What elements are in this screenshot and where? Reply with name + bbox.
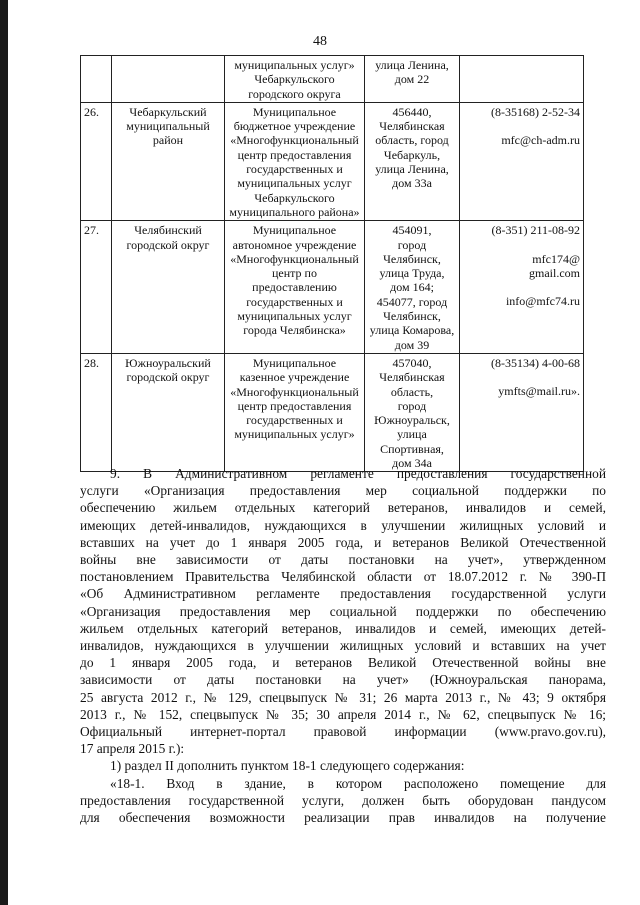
- org-line: муниципальных услуг»: [234, 58, 355, 72]
- text-line: 9. В Административном регламенте предоставления государственной: [110, 466, 606, 481]
- name-line: городской округ: [126, 237, 210, 252]
- address-line: область, город: [375, 133, 449, 148]
- item-18-1: [80, 775, 606, 827]
- cell-contacts: [460, 353, 584, 471]
- cell-org: [225, 56, 365, 103]
- line-gap: [463, 119, 580, 133]
- org-line: Муниципальное: [252, 355, 337, 370]
- text-line: предоставления государственной услуги, должен быть оборудован пандусом: [80, 792, 606, 808]
- text-line: войны вне зависимости от даты постановки на учет», утвержденном: [80, 552, 606, 568]
- cell-name: [112, 353, 225, 471]
- address-line: область,: [390, 384, 434, 399]
- name-line: городской округ: [126, 370, 210, 385]
- cell-num: 28.: [81, 353, 112, 471]
- contact-line: mfc174@: [532, 251, 580, 266]
- body-text: [80, 465, 606, 826]
- address-line: Чебаркуль,: [383, 147, 441, 162]
- name-line: Чебаркульский: [129, 104, 207, 119]
- address-line: дом 22: [394, 72, 430, 87]
- org-line: бюджетное учреждение: [233, 119, 356, 134]
- cell-contacts: [460, 56, 584, 103]
- cell-address: [365, 56, 460, 103]
- org-line: «Многофункциональный: [230, 133, 359, 148]
- line-gap: [463, 370, 580, 384]
- text-line: 25 августа 2012 г., № 129, спецвыпуск № 31; 26 марта 2013 г., № 43; 9 октября: [80, 689, 606, 705]
- address-line: дом 164;: [390, 280, 434, 295]
- text-line: постановлением Правительства Челябинской области от 18.07.2012 г. № 390-П: [80, 569, 606, 585]
- text-line: «Организация предоставления мер социальной поддержки по обеспечению: [80, 603, 606, 619]
- contact-line: (8-351) 211-08-92: [491, 223, 580, 238]
- address-line: улица Ленина,: [375, 162, 449, 177]
- text-line: 17 апреля 2015 г.):: [80, 741, 185, 757]
- org-line: центр предоставления: [237, 147, 352, 162]
- address-line: дом 39: [394, 337, 430, 352]
- org-line: государственных и: [246, 294, 343, 309]
- org-line: предоставлению: [252, 280, 337, 295]
- line-gap: [463, 280, 580, 294]
- address-line: улица: [397, 427, 427, 442]
- text-line: до 1 января 2005 года, и ветеранов Великой Отечественной войны вне: [80, 655, 606, 671]
- contact-line: (8-35168) 2-52-34: [491, 104, 580, 119]
- text-line: для обеспечения возможности реализации прав инвалидов на получение: [80, 810, 606, 826]
- item-1: 1) раздел II дополнить пунктом 18-1 следующего содержания:: [110, 758, 465, 774]
- cell-name: [112, 56, 225, 103]
- address-line: город: [397, 398, 427, 413]
- org-line: центр предоставления: [237, 398, 352, 413]
- cell-contacts: [460, 221, 584, 354]
- org-line: центр по: [272, 266, 317, 281]
- table-row: [81, 353, 584, 471]
- address-line: 456440,: [392, 104, 432, 119]
- address-line: Спортивная,: [380, 441, 444, 456]
- org-line: муниципальных услуг: [237, 309, 352, 324]
- table-row-continuation: [81, 56, 584, 103]
- cell-address: [365, 221, 460, 354]
- address-line: дом 34а: [392, 456, 432, 471]
- org-line: городского округа: [248, 86, 341, 101]
- org-line: Чебаркульского: [254, 190, 335, 205]
- address-line: Челябинская: [379, 119, 445, 134]
- text-line: обеспечению жильем отдельных категорий ветеранов, инвалидов и семей,: [80, 500, 606, 516]
- line-gap: [463, 238, 580, 252]
- name-line: муниципальный: [126, 119, 210, 134]
- text-line: вставших на учет до 1 января 2005 года, и ветеранов Великой Отечественной: [80, 534, 606, 550]
- org-line: Муниципальное: [252, 223, 337, 238]
- text-line: 2013 г., № 152, спецвыпуск № 35; 30 апреля 2014 г., № 62, спецвыпуск № 16;: [80, 706, 606, 722]
- contact-line: mfc@ch-adm.ru: [501, 133, 580, 148]
- text-line: зависимости от даты постановки на учет» (Южноуральская панорама,: [80, 672, 606, 688]
- address-line: Челябинская: [379, 370, 445, 385]
- address-line: улица Труда,: [379, 266, 445, 281]
- cell-address: [365, 353, 460, 471]
- cell-org: [225, 102, 365, 220]
- mfc-table: [80, 55, 584, 472]
- address-line: улица Ленина,: [375, 58, 449, 72]
- address-line: 457040,: [392, 355, 432, 370]
- cell-org: [225, 221, 365, 354]
- address-line: Челябинск,: [383, 251, 441, 266]
- org-line: казенное учреждение: [239, 370, 350, 385]
- address-line: Южноуральск,: [374, 413, 450, 428]
- cell-name: [112, 221, 225, 354]
- text-line: Официальный интернет-портал правовой информации (www.pravo.gov.ru),: [80, 724, 606, 740]
- contact-line: gmail.com: [529, 265, 580, 280]
- contact-line: info@mfc74.ru: [505, 294, 580, 309]
- text-line: «18-1. Вход в здание, в котором расположено помещение для: [110, 775, 606, 791]
- org-line: Чебаркульского: [254, 72, 335, 87]
- page-number: 48: [313, 34, 327, 49]
- address-line: город: [397, 237, 427, 252]
- text-line: жильем отдельных категорий ветеранов, инвалидов и семей, имеющих детей-: [80, 620, 606, 636]
- org-line: Муниципальное: [252, 104, 337, 119]
- text-line: имеющих детей-инвалидов, нуждающихся в улучшении жилищных условий и: [80, 517, 606, 533]
- org-line: «Многофункциональный: [230, 384, 359, 399]
- org-line: автономное учреждение: [232, 237, 357, 252]
- table-row: [81, 102, 584, 220]
- org-line: муниципальных услуг»: [234, 427, 355, 442]
- cell-num: 26.: [81, 102, 112, 220]
- text-line: услуги «Организация предоставления мер социальной поддержки по: [80, 483, 606, 499]
- cell-name: [112, 102, 225, 220]
- name-line: район: [152, 133, 184, 148]
- cell-num: 27.: [81, 221, 112, 354]
- address-line: Челябинск,: [383, 309, 441, 324]
- cell-num: [81, 56, 112, 103]
- paragraph-9: [80, 465, 606, 757]
- scan-left-edge: [0, 0, 8, 905]
- text-line: «Об Административном регламенте предоставления государственной услуги: [80, 586, 606, 602]
- cell-org: [225, 353, 365, 471]
- org-line: города Челябинска»: [243, 323, 346, 338]
- cell-contacts: [460, 102, 584, 220]
- address-line: улица Комарова,: [369, 323, 455, 338]
- table-row: [81, 221, 584, 354]
- address-line: 454077, город: [376, 294, 448, 309]
- org-line: «Многофункциональный: [230, 251, 359, 266]
- name-line: Челябинский: [134, 223, 202, 238]
- contact-line: ymfts@mail.ru».: [498, 384, 580, 399]
- contact-line: (8-35134) 4-00-68: [491, 355, 580, 370]
- org-line: муниципального района»: [229, 204, 360, 219]
- org-line: муниципальных услуг: [237, 176, 352, 191]
- address-line: дом 33а: [392, 176, 432, 191]
- cell-address: [365, 102, 460, 220]
- org-line: государственных и: [246, 413, 343, 428]
- name-line: Южноуральский: [125, 355, 211, 370]
- text-line: инвалидов, нуждающихся в улучшении жилищных условий и вставших на учет: [80, 638, 606, 654]
- address-line: 454091,: [392, 223, 432, 238]
- org-line: государственных и: [246, 162, 343, 177]
